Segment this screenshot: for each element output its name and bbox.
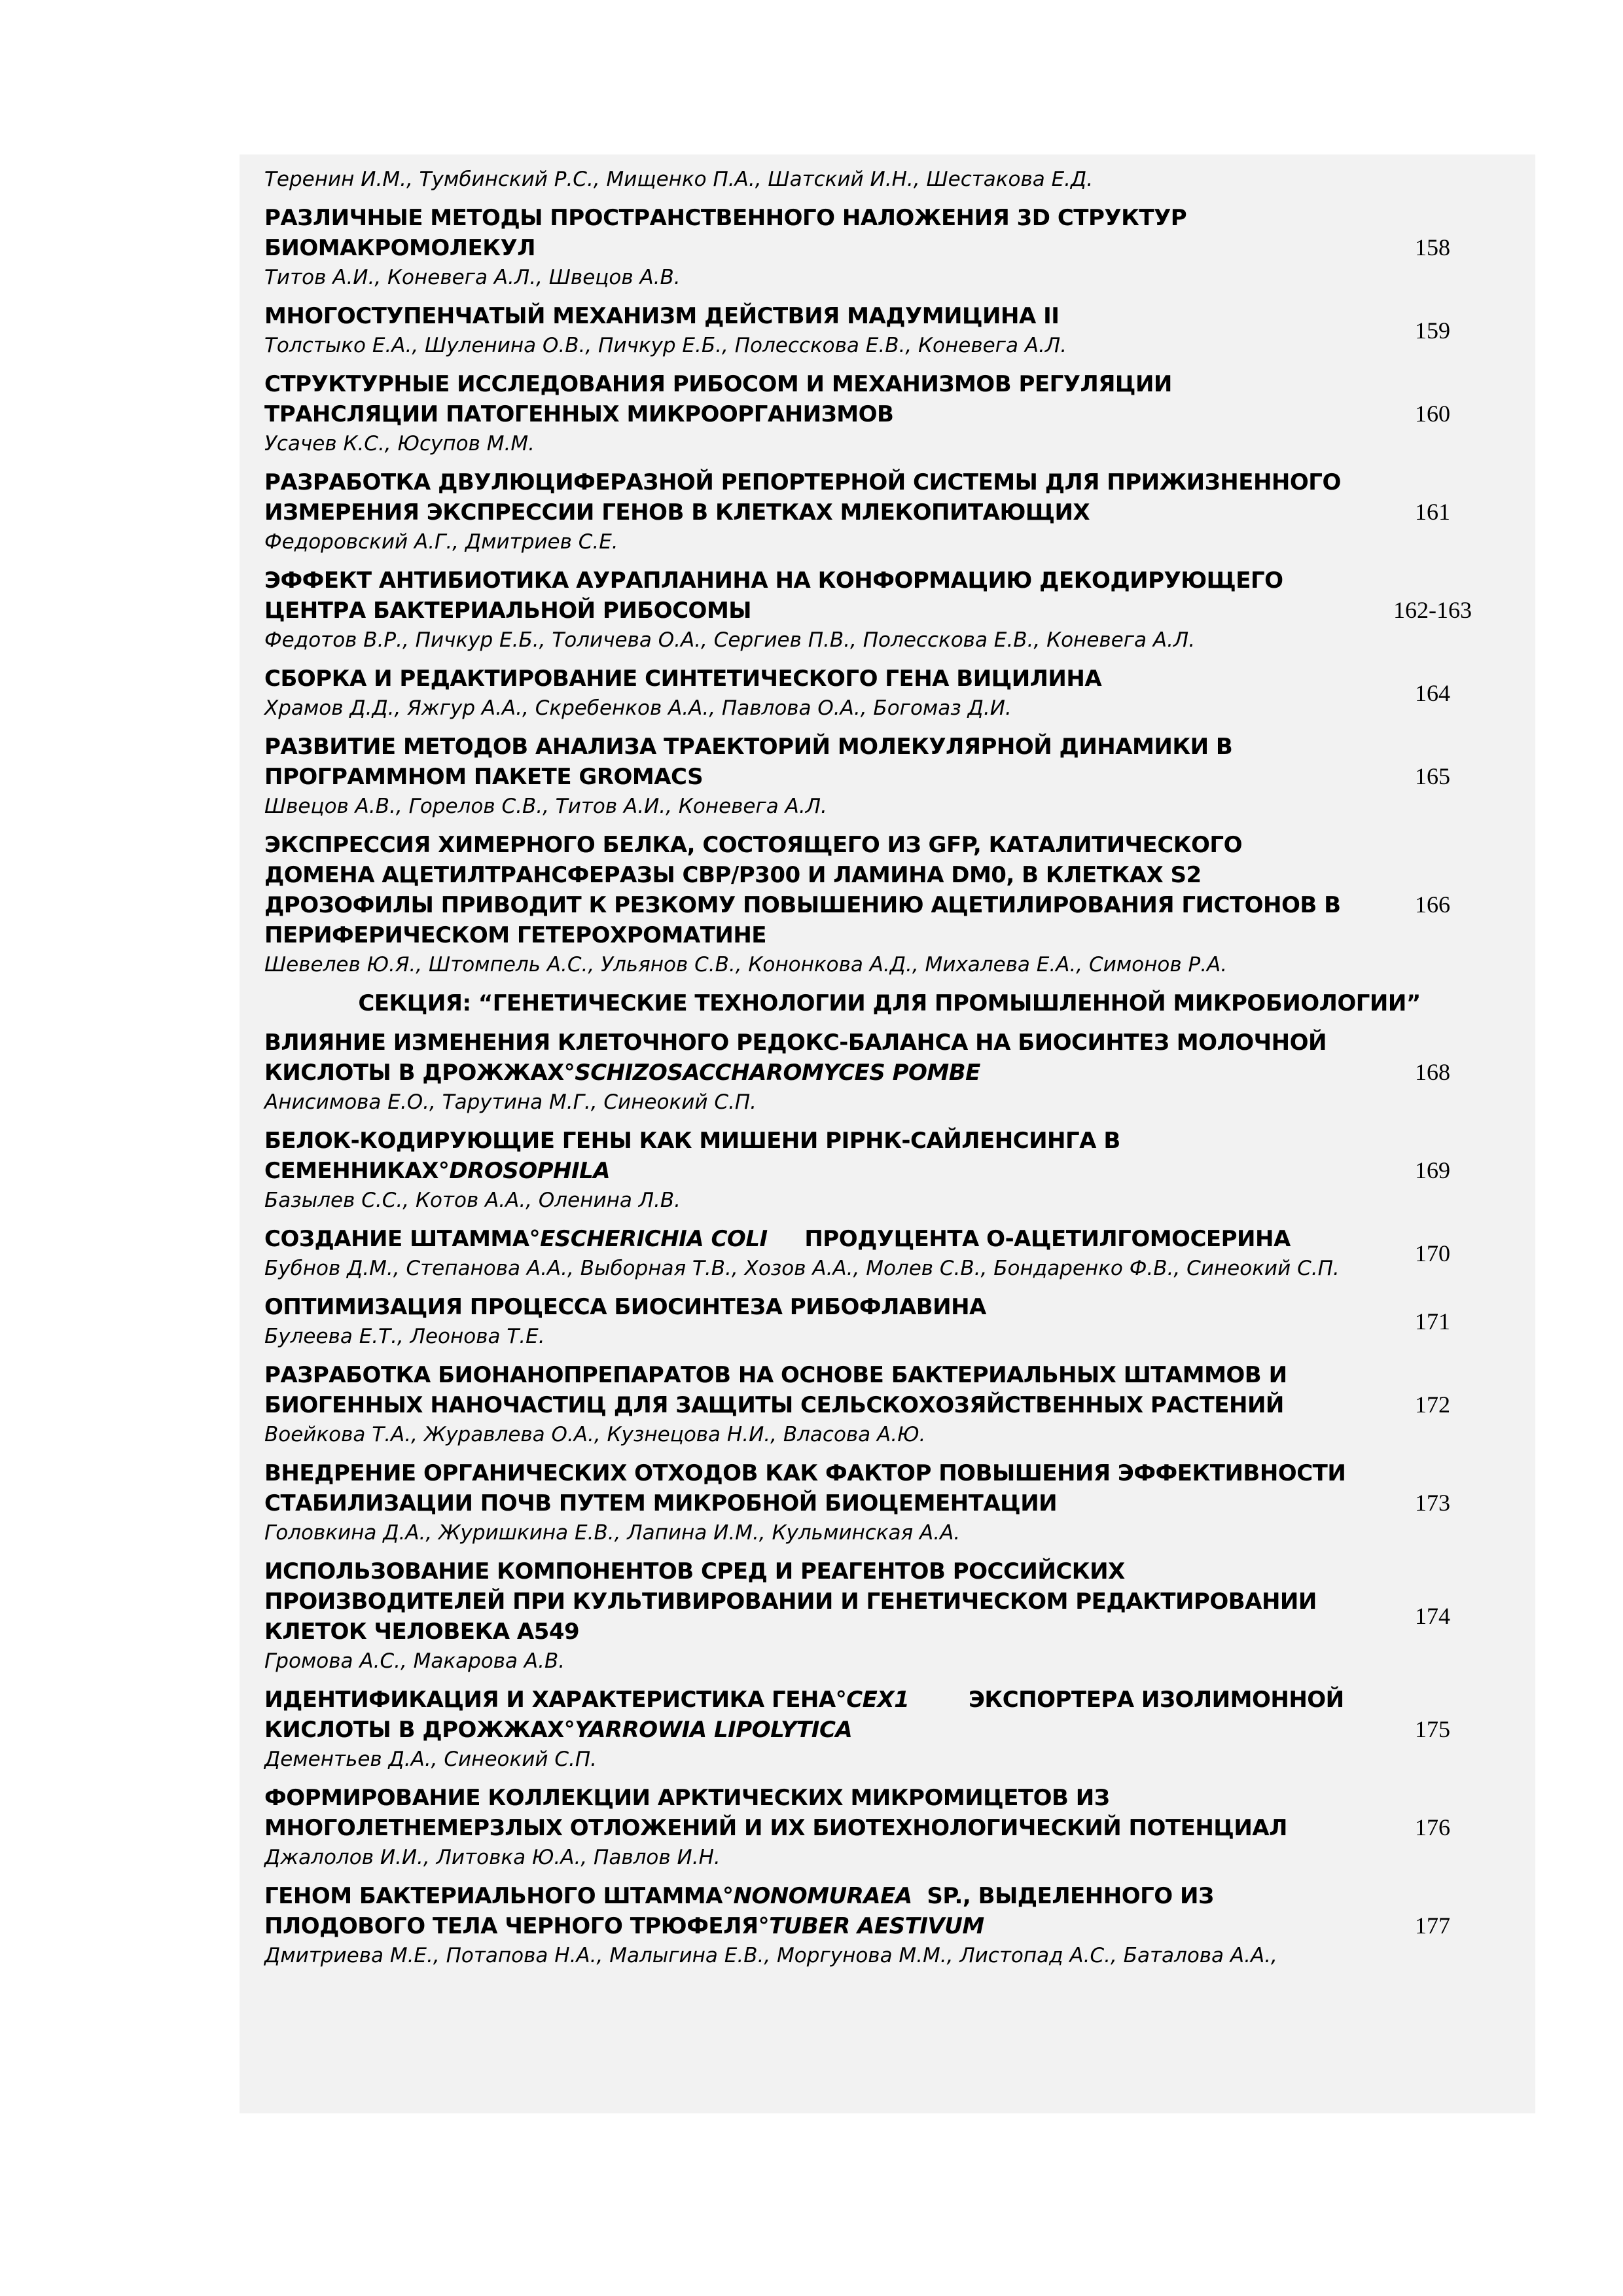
entry-page-number: 174 — [1415, 1603, 1450, 1629]
entry-text — [264, 830, 1351, 979]
toc-entry — [264, 1458, 1514, 1547]
entry-page-number: 169 — [1415, 1157, 1450, 1183]
entry-authors: Шевелев Ю.Я., Штомпель А.С., Ульянов С.В., Кононкова А.Д., Михалева Е.А., Симонов Р.А. — [264, 953, 1228, 977]
entry-title-part: ПРОДУЦЕНТА О-АЦЕТИЛГОМОСЕРИНА — [767, 1226, 1291, 1252]
entry-title — [264, 1556, 1351, 1647]
entry-title: РАЗВИТИЕ МЕТОДОВ АНАЛИЗА ТРАЕКТОРИЙ МОЛЕКУЛЯРНОЙ ДИНАМИКИ В ПРОГРАММНОМ ПАКЕТЕ GROMACS — [264, 734, 1233, 790]
entry-page-number: 175 — [1415, 1716, 1450, 1742]
entry-authors: Анисимова Е.О., Тарутина М.Г., Синеокий С.П. — [264, 1090, 757, 1114]
entry-page-number: 166 — [1415, 891, 1450, 918]
entry-text — [264, 467, 1351, 556]
entry-authors: Джалолов И.И., Литовка Ю.А., Павлов И.Н. — [264, 1846, 721, 1869]
entry-title-part: ФОРМИРОВАНИЕ КОЛЛЕКЦИИ АРКТИЧЕСКИХ МИКРОМИЦЕТОВ ИЗ МНОГОЛЕТНЕМЕРЗЛЫХ ОТЛОЖЕНИЙ И ИХ БИОТЕХНОЛОГИЧЕСКИЙ ПОТЕНЦИАЛ — [264, 1785, 1287, 1841]
entry-title-part: SP., ВЫДЕЛЕННОГО ИЗ ПЛОДОВОГО ТЕЛА ЧЕРНОГО ТРЮФЕЛЯ° — [264, 1883, 1221, 1939]
entry-page-number: 171 — [1415, 1308, 1450, 1335]
entry-text — [264, 1028, 1351, 1117]
entry-page-number: 173 — [1415, 1490, 1450, 1516]
entry-page-number: 158 — [1415, 234, 1450, 260]
toc-entry — [264, 1783, 1514, 1872]
entry-title-italic: SCHIZOSACCHAROMYCES POMBE — [575, 1060, 980, 1086]
entry-page-number: 160 — [1415, 401, 1450, 427]
entry-title: СБОРКА И РЕДАКТИРОВАНИЕ СИНТЕТИЧЕСКОГО ГЕНА ВИЦИЛИНА — [264, 666, 1102, 692]
entry-authors: Бубнов Д.М., Степанова А.А., Выборная Т.В., Хозов А.А., Молев С.В., Бондаренко Ф.В., Синеокий С.П. — [264, 1257, 1340, 1280]
entry-page-number: 165 — [1415, 763, 1450, 789]
entry-title — [264, 1028, 1351, 1088]
entry-text — [264, 203, 1351, 292]
entry-title-italic: YARROWIA LIPOLYTICA — [575, 1717, 853, 1743]
entries-list-a — [264, 203, 1514, 979]
entry-title-italic: ESCHERICHIA COLI — [540, 1226, 768, 1252]
entry-authors: Базылев С.С., Котов А.А., Оленина Л.В. — [264, 1189, 681, 1212]
entry-title: МНОГОСТУПЕНЧАТЫЙ МЕХАНИЗМ ДЕЙСТВИЯ МАДУМИЦИНА II — [264, 303, 1060, 329]
entry-text — [264, 1224, 1351, 1283]
entry-text — [264, 664, 1351, 723]
entry-page-number: 168 — [1415, 1059, 1450, 1085]
entry-page-number: 170 — [1415, 1240, 1450, 1266]
toc-entry — [264, 1292, 1514, 1351]
entry-title — [264, 1292, 1351, 1322]
entry-text — [264, 1360, 1351, 1449]
entry-title-part: ЭКСПОРТЕРА ИЗОЛИМОННОЙ КИСЛОТЫ В ДРОЖЖАХ° — [264, 1687, 1351, 1743]
entry-text — [264, 1292, 1351, 1351]
entry-title: ЭФФЕКТ АНТИБИОТИКА АУРАПЛАНИНА НА КОНФОРМАЦИЮ ДЕКОДИРУЮЩЕГО ЦЕНТРА БАКТЕРИАЛЬНОЙ РИБОСОМЫ — [264, 567, 1283, 624]
entry-title-part: ВНЕДРЕНИЕ ОРГАНИЧЕСКИХ ОТХОДОВ КАК ФАКТОР ПОВЫШЕНИЯ ЭФФЕКТИВНОСТИ СТАБИЛИЗАЦИИ ПОЧВ ПУТЕМ МИКРОБНОЙ БИОЦЕМЕНТАЦИИ — [264, 1460, 1353, 1516]
entry-authors: Швецов А.В., Горелов С.В., Титов А.И., Коневега А.Л. — [264, 795, 827, 818]
entry-page-number: 164 — [1415, 680, 1450, 706]
toc-entry — [264, 1360, 1514, 1449]
toc-entry — [264, 203, 1514, 292]
toc-entry — [264, 1126, 1514, 1215]
table-of-contents — [264, 165, 1514, 1979]
entry-text — [264, 1458, 1351, 1547]
section-heading: СЕКЦИЯ: “ГЕНЕТИЧЕСКИЕ ТЕХНОЛОГИИ ДЛЯ ПРОМЫШЛЕННОЙ МИКРОБИОЛОГИИ” — [358, 990, 1421, 1016]
toc-entry — [264, 1224, 1514, 1283]
entry-page-number: 177 — [1415, 1912, 1450, 1939]
entry-title — [264, 1458, 1351, 1518]
entry-authors: Воейкова Т.А., Журавлева О.А., Кузнецова Н.И., Власова А.Ю. — [264, 1423, 926, 1446]
entry-text — [264, 1881, 1351, 1970]
entry-title: ЭКСПРЕССИЯ ХИМЕРНОГО БЕЛКА, СОСТОЯЩЕГО ИЗ GFP, КАТАЛИТИЧЕСКОГО ДОМЕНА АЦЕТИЛТРАНСФЕРАЗЫ CBP/P300 И ЛАМИНА DM0, В КЛЕТКАХ S2 ДРОЗОФИЛЫ ПРИВОДИТ К РЕЗКОМУ ПОВЫШЕНИЮ АЦЕТИЛИРОВАНИЯ ГИСТОНОВ В ПЕРИФЕРИЧЕСКОМ ГЕТЕРОХРОМАТИНЕ — [264, 832, 1341, 948]
entry-page-number: 176 — [1415, 1814, 1450, 1840]
entry-authors: Громова А.С., Макарова А.В. — [264, 1649, 565, 1673]
entry-authors: Федотов В.Р., Пичкур Е.Б., Толичева О.А., Сергиев П.В., Полесскова Е.В., Коневега А.Л. — [264, 628, 1196, 652]
entry-authors: Титов А.И., Коневега А.Л., Швецов А.В. — [264, 266, 681, 289]
toc-entry — [264, 369, 1514, 458]
toc-entry — [264, 1028, 1514, 1117]
toc-entry — [264, 1556, 1514, 1676]
entry-title — [264, 1360, 1351, 1420]
entry-page-number: 161 — [1415, 499, 1450, 525]
entry-title-italic: TUBER AESTIVUM — [769, 1913, 984, 1939]
entry-title — [264, 1685, 1351, 1745]
entry-title-part: ОПТИМИЗАЦИЯ ПРОЦЕССА БИОСИНТЕЗА РИБОФЛАВИНА — [264, 1294, 986, 1320]
entry-text — [264, 565, 1351, 655]
entry-page-number: 159 — [1415, 317, 1450, 344]
entry-title-part: БЕЛОК-КОДИРУЮЩИЕ ГЕНЫ КАК МИШЕНИ РIРНК-САЙЛЕНСИНГА В СЕМЕННИКАХ° — [264, 1128, 1128, 1184]
entry-page-number: 172 — [1415, 1391, 1450, 1418]
entry-title: РАЗЛИЧНЫЕ МЕТОДЫ ПРОСТРАНСТВЕННОГО НАЛОЖЕНИЯ 3D СТРУКТУР БИОМАКРОМОЛЕКУЛ — [264, 205, 1187, 261]
toc-entry — [264, 1685, 1514, 1774]
entry-text — [264, 369, 1351, 458]
entry-title-part: ИСПОЛЬЗОВАНИЕ КОМПОНЕНТОВ СРЕД И РЕАГЕНТОВ РОССИЙСКИХ ПРОИЗВОДИТЕЛЕЙ ПРИ КУЛЬТИВИРОВАНИИ И ГЕНЕТИЧЕСКОМ РЕДАКТИРОВАНИИ КЛЕТОК ЧЕЛОВЕКА А549 — [264, 1558, 1325, 1645]
entry-page-number: 162-163 — [1393, 597, 1472, 623]
toc-entry — [264, 732, 1514, 821]
entry-title-italic: NONOMURAEA — [733, 1883, 912, 1909]
entry-authors: Федоровский А.Г., Дмитриев С.Е. — [264, 530, 618, 554]
entry-title — [264, 1881, 1351, 1941]
entry-authors: Дмитриева М.Е., Потапова Н.А., Малыгина Е.В., Моргунова М.М., Листопад А.С., Баталова А.А., — [264, 1944, 1277, 1967]
toc-entry — [264, 467, 1514, 556]
entry-authors: Толстыко Е.А., Шуленина О.В., Пичкур Е.Б., Полесскова Е.В., Коневега А.Л. — [264, 334, 1067, 357]
entry-authors: Головкина Д.А., Журишкина Е.В., Лапина И.М., Кульминская А.А. — [264, 1521, 961, 1545]
toc-entry — [264, 301, 1514, 360]
entry-title — [264, 1126, 1351, 1186]
entry-text — [264, 301, 1351, 360]
entry-title-part: СОЗДАНИЕ ШТАММА° — [264, 1226, 541, 1252]
toc-entry — [264, 1881, 1514, 1970]
entry-title: РАЗРАБОТКА ДВУЛЮЦИФЕРАЗНОЙ РЕПОРТЕРНОЙ СИСТЕМЫ ДЛЯ ПРИЖИЗНЕННОГО ИЗМЕРЕНИЯ ЭКСПРЕССИИ ГЕНОВ В КЛЕТКАХ МЛЕКОПИТАЮЩИХ — [264, 469, 1341, 526]
entry-text — [264, 1685, 1351, 1774]
entry-title-part: ВЛИЯНИЕ ИЗМЕНЕНИЯ КЛЕТОЧНОГО РЕДОКС-БАЛАНСА НА БИОСИНТЕЗ МОЛОЧНОЙ КИСЛОТЫ В ДРОЖЖАХ° — [264, 1030, 1334, 1086]
entry-authors: Усачев К.С., Юсупов М.М. — [264, 432, 535, 456]
entry-title — [264, 1224, 1351, 1254]
entry-title: СТРУКТУРНЫЕ ИССЛЕДОВАНИЯ РИБОСОМ И МЕХАНИЗМОВ РЕГУЛЯЦИИ ТРАНСЛЯЦИИ ПАТОГЕННЫХ МИКРООРГАНИЗМОВ — [264, 371, 1172, 427]
entry-text — [264, 1126, 1351, 1215]
toc-entry — [264, 565, 1514, 655]
entries-list-b — [264, 1028, 1514, 1970]
carryover-authors: Теренин И.М., Тумбинский Р.С., Мищенко П.А., Шатский И.Н., Шестакова Е.Д. — [264, 168, 1094, 191]
entry-title-italic: DROSOPHILA — [449, 1158, 611, 1184]
entry-text — [264, 732, 1351, 821]
entry-title-part: РАЗРАБОТКА БИОНАНОПРЕПАРАТОВ НА ОСНОВЕ БАКТЕРИАЛЬНЫХ ШТАММОВ И БИОГЕННЫХ НАНОЧАСТИЦ ДЛЯ ЗАЩИТЫ СЕЛЬСКОХОЗЯЙСТВЕННЫХ РАСТЕНИЙ — [264, 1362, 1294, 1418]
entry-authors: Дементьев Д.А., Синеокий С.П. — [264, 1748, 597, 1771]
entry-title-part: ГЕНОМ БАКТЕРИАЛЬНОГО ШТАММА° — [264, 1883, 734, 1909]
entry-title — [264, 1783, 1351, 1843]
toc-entry — [264, 830, 1514, 979]
entry-authors: Храмов Д.Д., Яжгур А.А., Скребенков А.А., Павлова О.А., Богомаз Д.И. — [264, 696, 1012, 720]
entry-text — [264, 1783, 1351, 1872]
entry-authors: Булеева Е.Т., Леонова Т.Е. — [264, 1325, 545, 1348]
entry-text — [264, 1556, 1351, 1676]
entry-title-italic: CEX1 — [846, 1687, 910, 1713]
entry-title-part: ИДЕНТИФИКАЦИЯ И ХАРАКТЕРИСТИКА ГЕНА° — [264, 1687, 847, 1713]
toc-entry — [264, 664, 1514, 723]
